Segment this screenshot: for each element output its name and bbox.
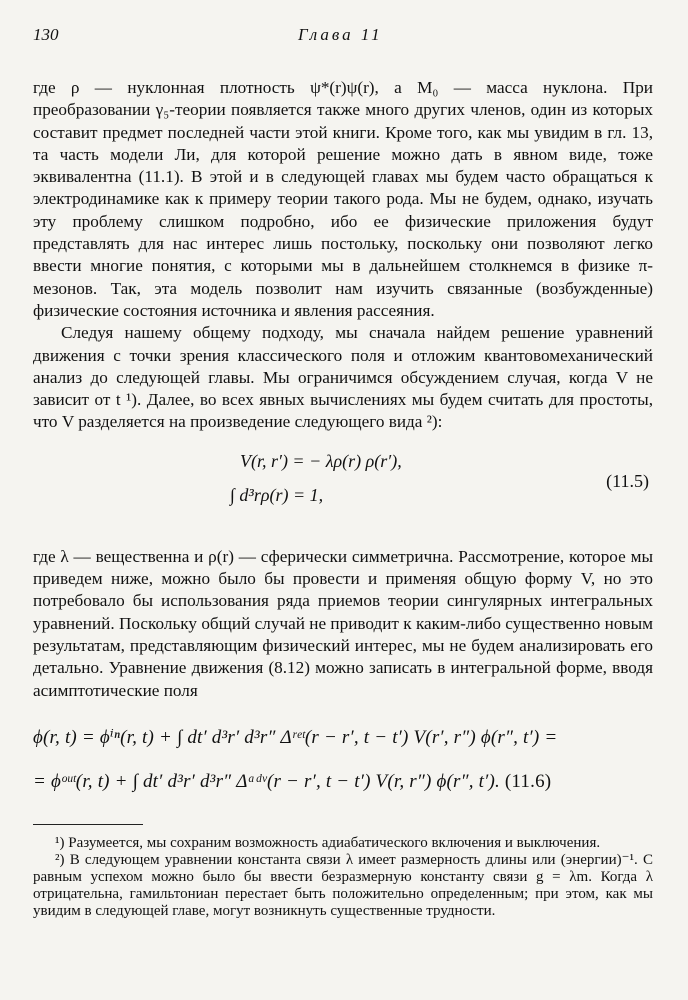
paragraph: где λ — вещественна и ρ(r) — сферически симметрична. Рассмотрение, которое мы приведем ниже, можно было бы провести и применяя общую форму V, но это потребовало бы использования ряда приемов теории сингулярных интегральных уравнений. Поскольку общий случай не приводит к каким-либо существенно новым результатам, представляющим физический интерес, мы не будем анализировать его детально. Уравнение движения (8.12) можно записать в интегральной форме, вводя асимптотические поля [33, 546, 653, 700]
equation-line: = ϕᵒᵘᵗ(r, t) + ∫ dt′ d³r′ d³r″ Δᵃᵈᵛ(r − r′, t − t′) V(r, r″) ϕ(r″, t′). [33, 770, 500, 792]
equation-number: (11.6) [504, 770, 552, 792]
paragraph: Следуя нашему общему подходу, мы сначала найдем решение уравнений движения с точки зрения классического поля и отложим квантовомеханический анализ до следующей главы. Мы ограничимся обсуждением случая, когда V не зависит от t ¹). Далее, во всех явных вычислениях мы будем считать для простоты, что V разделяется на произведение следующего вида ²): [33, 323, 653, 432]
equation-11-6 [33, 716, 653, 804]
page [33, 25, 653, 920]
equation-11-5 [33, 446, 653, 524]
equation-line: ∫ d³rρ(r) = 1, [230, 484, 324, 505]
footnote: ²) В следующем уравнении константа связи λ имеет размерность длины или (энергии)⁻¹. С равным успехом можно было бы ввести безразмерную константу связи g = λm. Когда λ отрицательна, гамильтониан перестает быть положительно определенным; при этом, как мы увидим в следующей главе, могут возникнуть существенные трудности. [33, 851, 653, 919]
paragraph: где ρ — нуклонная плотность ψ*(r)ψ(r), а M₀ — масса нуклона. При преобразовании γ₅-теории появляется также много других членов, один из которых составит предмет последней части этой книги. Кроме того, как мы увидим в гл. 13, та часть модели Ли, для которой решение можно дать в явном виде, тоже эквивалентна (11.1). В этой и в следующей главах мы будем часто обращаться к электродинамике как к примеру теории такого рода. Мы не будем, однако, изучать эту проблему слишком подробно, ибо ее физические приложения будут представлять для нас интерес лишь постольку, поскольку они позволяют легко ввести многие понятия, с которыми мы в дальнейшем столкнемся в физике π-мезонов. Так, эта модель позволит нам изучить связанные (возбужденные) физические состояния источника и явления рассеяния. [33, 78, 653, 320]
footnote-divider [33, 824, 143, 825]
equation-number: (11.5) [606, 470, 649, 491]
equation-line: ϕ(r, t) = ϕⁱⁿ(r, t) + ∫ dt′ d³r′ d³r″ Δʳᵉᵗ(r − r′, t − t′) V(r′, r″) ϕ(r″, t′) = [33, 726, 558, 748]
main-text [33, 77, 653, 920]
equation-line: V(r, r′) = − λρ(r) ρ(r′), [240, 450, 402, 471]
footnote: ¹) Разумеется, мы сохраним возможность адиабатического включения и выключения. [55, 834, 601, 851]
page-number: 130 [33, 25, 59, 44]
page-header [33, 25, 653, 49]
running-title: Глава 11 [298, 25, 383, 44]
footnotes [33, 835, 653, 920]
